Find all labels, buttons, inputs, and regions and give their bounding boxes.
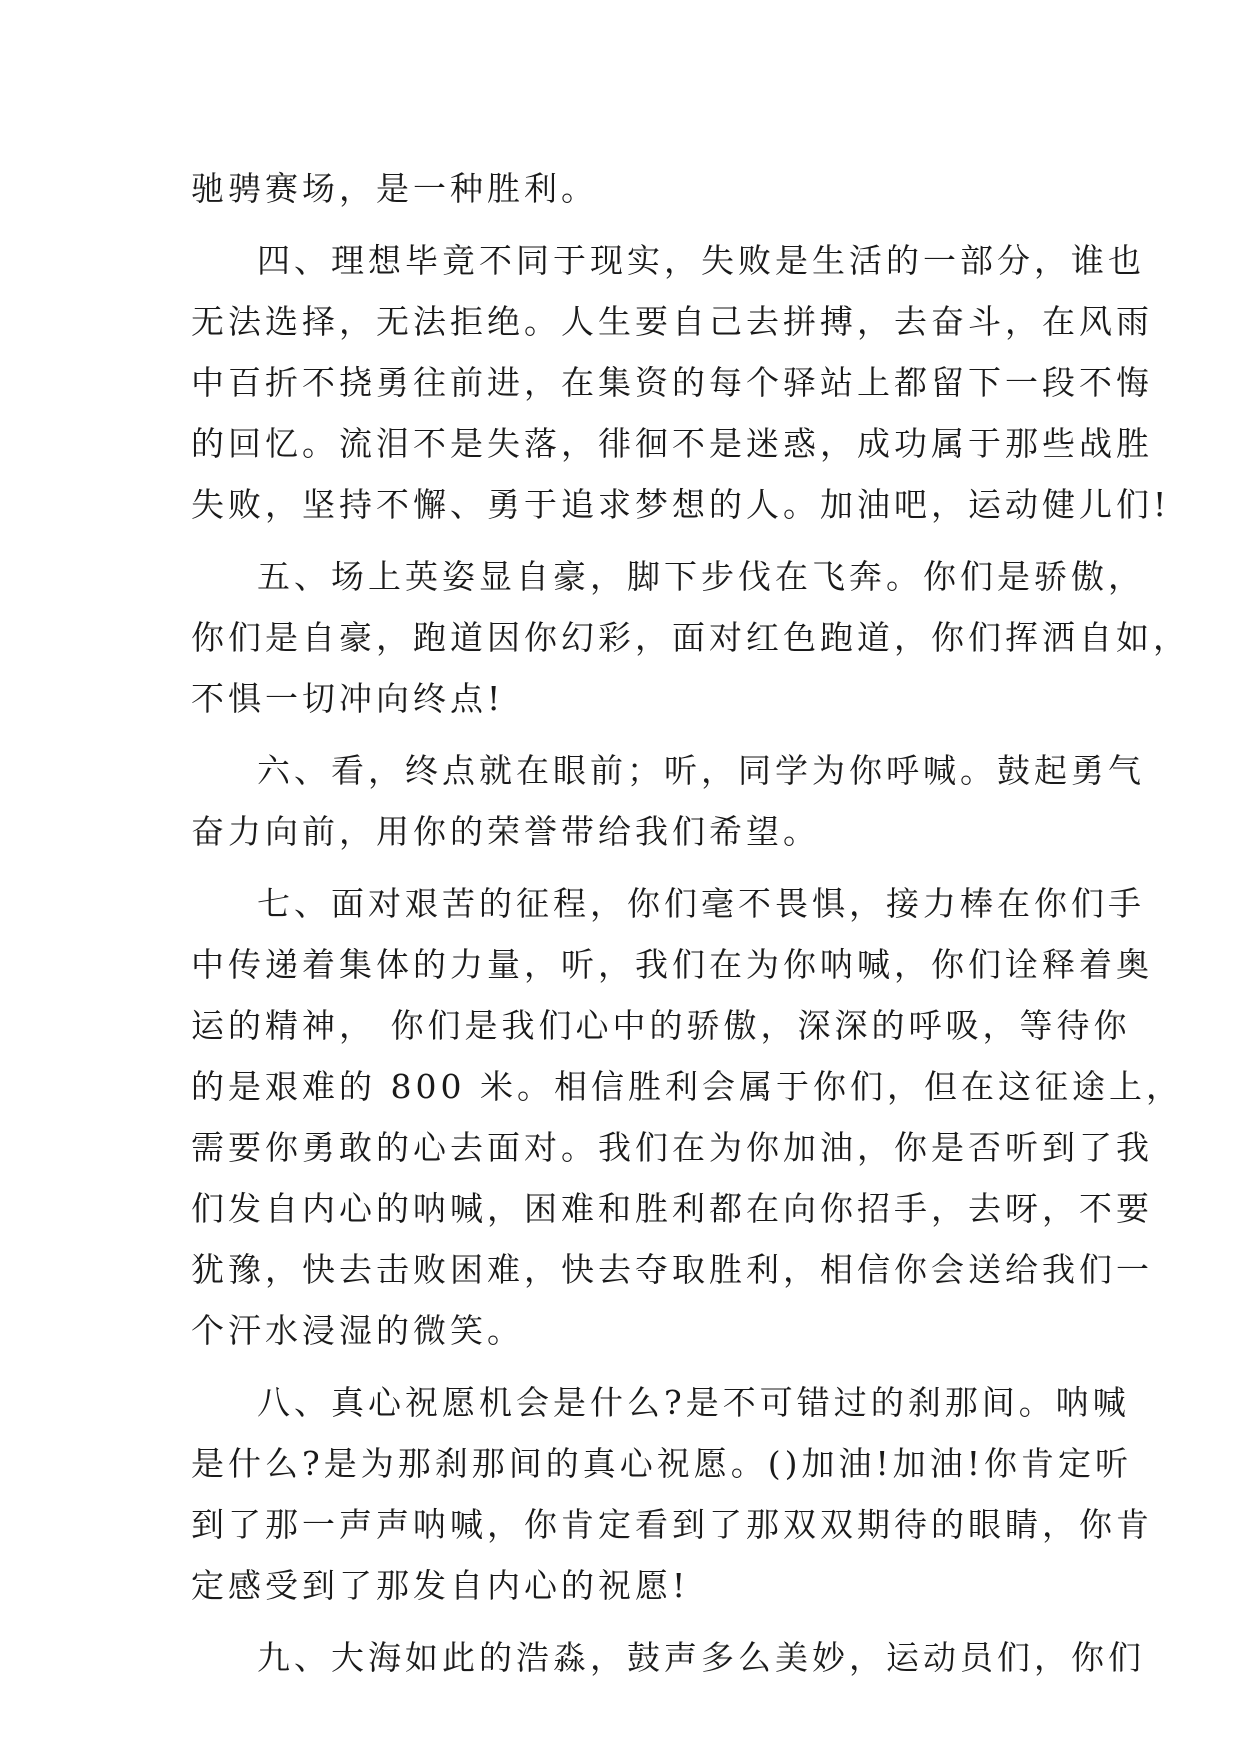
text-line: 中传递着集体的力量，听，我们在为你呐喊，你们诠释着奥 — [191, 945, 1153, 984]
text-line: 驰骋赛场，是一种胜利。 — [191, 169, 598, 208]
text-line: 失败，坚持不懈、勇于追求梦想的人。加油吧，运动健儿们! — [191, 485, 1171, 524]
text-line: 六、看，终点就在眼前；听，同学为你呼喊。鼓起勇气 — [257, 751, 1145, 790]
text-line: 的回忆。流泪不是失落，徘徊不是迷惑，成功属于那些战胜 — [191, 424, 1153, 463]
text-line: 运的精神， 你们是我们心中的骄傲，深深的呼吸，等待你 — [191, 1006, 1131, 1045]
paragraph-5 — [191, 873, 1183, 1361]
paragraph-3 — [191, 546, 1190, 729]
text-line: 中百折不挠勇往前进，在集资的每个驿站上都留下一段不悔 — [191, 363, 1153, 402]
text-line: 七、面对艰苦的征程，你们毫不畏惧，接力棒在你们手 — [257, 884, 1145, 923]
paragraph-7 — [191, 1627, 1145, 1688]
text-line: 犹豫，快去击败困难，快去夺取胜利，相信你会送给我们一 — [191, 1250, 1153, 1289]
text-line: 奋力向前，用你的荣誉带给我们希望。 — [191, 812, 820, 851]
text-line: 不惧一切冲向终点! — [191, 679, 505, 718]
text-line: 需要你勇敢的心去面对。我们在为你加油，你是否听到了我 — [191, 1128, 1153, 1167]
text-line: 个汗水浸湿的微笑。 — [191, 1311, 524, 1350]
document-body — [191, 158, 1190, 1688]
text-line: 的是艰难的 800 米。相信胜利会属于你们，但在这征途上， — [191, 1067, 1183, 1106]
text-line: 无法选择，无法拒绝。人生要自己去拼搏，去奋斗，在风雨 — [191, 302, 1153, 341]
paragraph-1 — [191, 158, 1049, 219]
text-line: 四、理想毕竟不同于现实，失败是生活的一部分，谁也 — [257, 241, 1145, 280]
text-line: 八、真心祝愿机会是什么?是不可错过的刹那间。呐喊 — [257, 1383, 1130, 1422]
paragraph-6 — [191, 1372, 1153, 1616]
text-line: 九、大海如此的浩淼，鼓声多么美妙，运动员们，你们 — [257, 1638, 1145, 1677]
text-line: 你们是自豪，跑道因你幻彩，面对红色跑道，你们挥洒自如， — [191, 618, 1190, 657]
text-line: 五、场上英姿显自豪，脚下步伐在飞奔。你们是骄傲， — [257, 557, 1145, 596]
text-line: 们发自内心的呐喊，困难和胜利都在向你招手，去呀，不要 — [191, 1189, 1153, 1228]
text-line: 到了那一声声呐喊，你肯定看到了那双双期待的眼睛，你肯 — [191, 1505, 1153, 1544]
paragraph-2 — [191, 230, 1171, 535]
paragraph-4 — [191, 740, 1145, 862]
text-line: 是什么?是为那刹那间的真心祝愿。()加油!加油!你肯定听 — [191, 1444, 1132, 1483]
text-line: 定感受到了那发自内心的祝愿! — [191, 1566, 690, 1605]
